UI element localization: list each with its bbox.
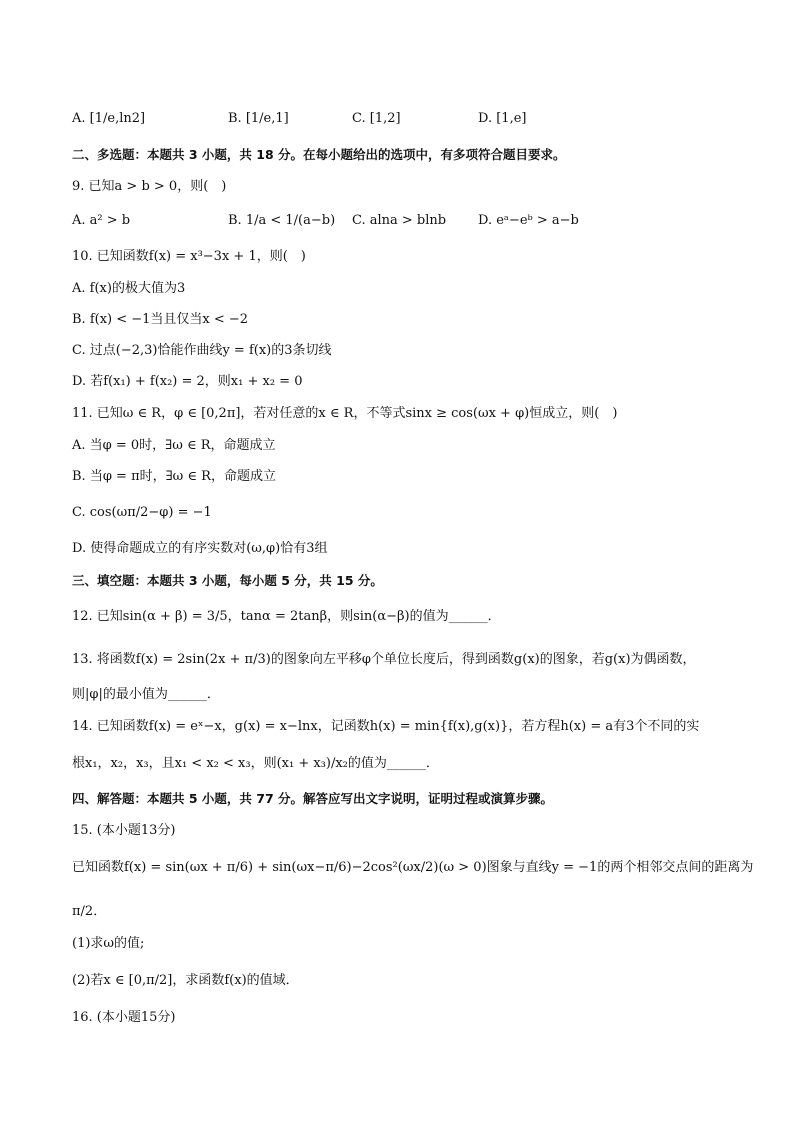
q10-option-b: B. f(x) < −1当且仅当x < −2	[72, 312, 249, 327]
question-15-stem-line-1: 已知函数f(x) = sin(ωx + π/6) + sin(ωx−π/6)−2cos²(ωx/2)(ω > 0)图象与直线y = −1的两个相邻交点间的距离为	[72, 860, 754, 875]
question-16-heading: 16. (本小题15分)	[72, 1010, 176, 1025]
q8-option-a: A. [1/e,ln2]	[72, 111, 146, 126]
q10-option-d: D. 若f(x₁) + f(x₂) = 2，则x₁ + x₂ = 0	[72, 374, 303, 389]
section-heading-multiple-choice: 二、多选题：本题共 3 小题，共 18 分。在每小题给出的选项中，有多项符合题目要求。	[72, 147, 566, 162]
q9-option-b: B. 1/a < 1/(a−b)	[228, 213, 336, 228]
question-15-heading: 15. (本小题13分)	[72, 823, 176, 838]
question-10-stem: 10. 已知函数f(x) = x³−3x + 1，则( )	[72, 249, 306, 264]
question-13-line-2: 则|φ|的最小值为______．	[72, 687, 220, 702]
q11-option-b: B. 当φ = π时，∃ω ∈ R，命题成立	[72, 469, 276, 484]
section-heading-answer: 四、解答题：本题共 5 小题，共 77 分。解答应写出文字说明，证明过程或演算步骤。	[72, 791, 554, 806]
q11-option-c: C. cos(ωπ/2−φ) = −1	[72, 505, 212, 520]
q10-option-c: C. 过点(−2,3)恰能作曲线y = f(x)的3条切线	[72, 343, 332, 358]
q9-option-a: A. a² > b	[72, 213, 131, 228]
q9-option-d: D. eᵃ−eᵇ > a−b	[478, 213, 579, 228]
q11-option-a: A. 当φ = 0时，∃ω ∈ R，命题成立	[72, 438, 276, 453]
q11-option-d: D. 使得命题成立的有序实数对(ω,φ)恰有3组	[72, 541, 328, 556]
question-15-stem-line-2: π/2．	[72, 904, 107, 919]
section-heading-fill-in: 三、填空题：本题共 3 小题，每小题 5 分，共 15 分。	[72, 573, 383, 588]
q9-option-c: C. alna > blnb	[352, 213, 447, 228]
q8-option-b: B. [1/e,1]	[228, 111, 289, 126]
q8-option-c: C. [1,2]	[352, 111, 401, 126]
question-14-line-1: 14. 已知函数f(x) = eˣ−x，g(x) = x−lnx，记函数h(x) = min{f(x),g(x)}，若方程h(x) = a有3个不同的实	[72, 719, 700, 734]
question-15-part-2: (2)若x ∈ [0,π/2]，求函数f(x)的值域．	[72, 973, 299, 988]
question-9-stem: 9. 已知a > b > 0，则( )	[72, 179, 227, 194]
q10-option-a: A. f(x)的极大值为3	[72, 281, 186, 296]
question-12: 12. 已知sin(α + β) = 3/5，tanα = 2tanβ，则sin(α−β)的值为______．	[72, 609, 501, 624]
q8-option-d: D. [1,e]	[478, 111, 527, 126]
question-14-line-2: 根x₁，x₂，x₃，且x₁ < x₂ < x₃，则(x₁ + x₃)/x₂的值为______．	[72, 756, 439, 771]
question-15-part-1: (1)求ω的值;	[72, 936, 145, 951]
question-11-stem: 11. 已知ω ∈ R，φ ∈ [0,2π]，若对任意的x ∈ R，不等式sinx ≥ cos(ωx + φ)恒成立，则( )	[72, 406, 618, 421]
question-13-line-1: 13. 将函数f(x) = 2sin(2x + π/3)的图象向左平移φ个单位长度后，得到函数g(x)的图象，若g(x)为偶函数，	[72, 652, 696, 667]
